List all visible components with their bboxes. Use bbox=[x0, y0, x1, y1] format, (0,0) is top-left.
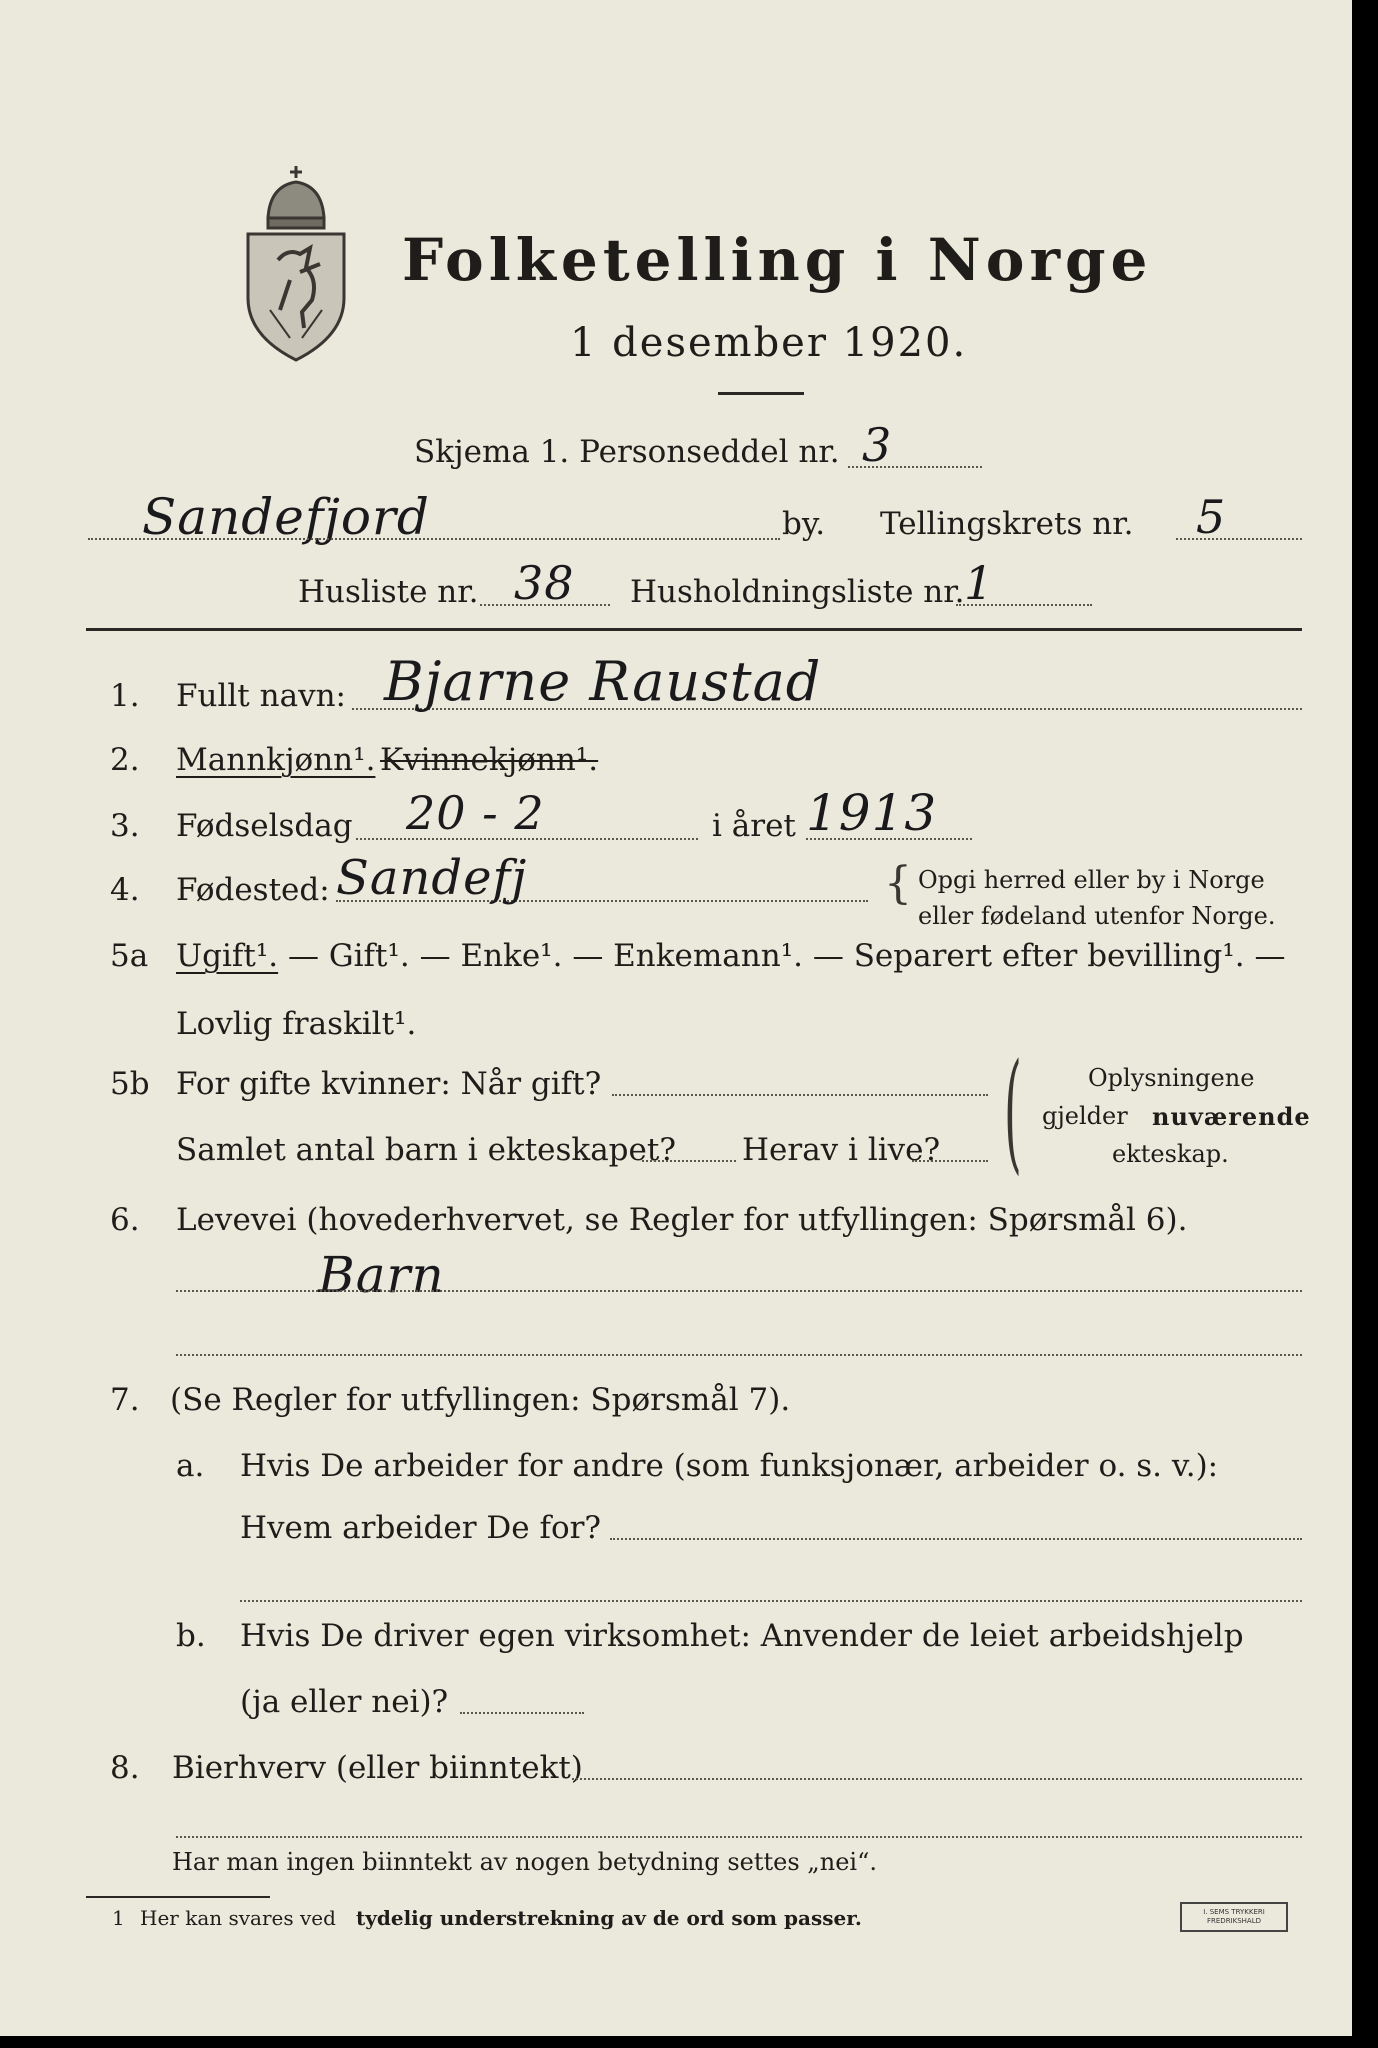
q3-label: Fødselsdag bbox=[176, 808, 353, 844]
birthplace-value: Sandefj bbox=[336, 850, 528, 906]
q2-female-option: Kvinnekjønn¹. bbox=[380, 742, 599, 778]
husholdning-number: 1 bbox=[964, 556, 995, 610]
q7-label: (Se Regler for utfyllingen: Spørsmål 7). bbox=[170, 1382, 791, 1418]
q1-number: 1. bbox=[110, 678, 140, 714]
husliste-label: Husliste nr. bbox=[298, 574, 479, 610]
occupation-value: Barn bbox=[318, 1246, 445, 1304]
q7b-letter: b. bbox=[176, 1618, 206, 1654]
q5b-line2a: Samlet antal barn i ekteskapet? bbox=[176, 1132, 676, 1168]
q2-male-option: Mannkjønn¹. bbox=[176, 742, 376, 778]
q5b-number: 5b bbox=[110, 1066, 150, 1102]
q4-number: 4. bbox=[110, 872, 140, 908]
by-label: by. bbox=[782, 506, 826, 542]
birth-year-value: 1913 bbox=[806, 784, 938, 842]
husliste-number: 38 bbox=[514, 556, 575, 610]
year-label: i året bbox=[712, 808, 796, 844]
stamp-line-1: I. SEMS TRYKKERI bbox=[1203, 1908, 1265, 1916]
footnote-number: 1 bbox=[112, 1906, 125, 1930]
husholdning-label: Husholdningsliste nr. bbox=[630, 574, 965, 610]
q3-number: 3. bbox=[110, 808, 140, 844]
q7a-line2: Hvem arbeider De for? bbox=[240, 1510, 602, 1546]
q5b-line1: For gifte kvinner: Når gift? bbox=[176, 1066, 602, 1102]
tellingskrets-number: 5 bbox=[1196, 490, 1227, 544]
q4-label: Fødested: bbox=[176, 872, 330, 908]
q4-note-2: eller fødeland utenfor Norge. bbox=[918, 902, 1276, 930]
q5b-note-2a: gjelder bbox=[1042, 1102, 1128, 1130]
q7-number: 7. bbox=[110, 1382, 140, 1418]
q5b-note-3: ekteskap. bbox=[1112, 1140, 1229, 1168]
brace-icon: { bbox=[884, 858, 912, 909]
tellingskrets-label: Tellingskrets nr. bbox=[880, 506, 1134, 542]
printer-stamp bbox=[1180, 1902, 1288, 1932]
footnote-rule bbox=[86, 1896, 270, 1898]
q4-note-1: Opgi herred eller by i Norge bbox=[918, 866, 1265, 894]
q7a-letter: a. bbox=[176, 1448, 205, 1484]
q7b-line1: Hvis De driver egen virksomhet: Anvender de leiet arbeidshjelp bbox=[240, 1618, 1244, 1654]
q1-label: Fullt navn: bbox=[176, 678, 346, 714]
q5a-ugift-option: Ugift¹. bbox=[176, 938, 279, 974]
form-title: Folketelling i Norge bbox=[402, 226, 1153, 294]
q7a-line1: Hvis De arbeider for andre (som funksjonær, arbeider o. s. v.): bbox=[240, 1448, 1219, 1484]
city-name: Sandefjord bbox=[142, 488, 430, 546]
q8-label: Bierhverv (eller biinntekt) bbox=[172, 1750, 583, 1786]
brace-icon: ( bbox=[1004, 1035, 1022, 1187]
footnote-text-b: tydelig understrekning av de ord som passer. bbox=[356, 1906, 862, 1930]
q8-number: 8. bbox=[110, 1750, 140, 1786]
q5b-note-1: Oplysningene bbox=[1088, 1064, 1255, 1092]
q5b-line2b: Herav i live? bbox=[742, 1132, 941, 1168]
q5a-number: 5a bbox=[110, 938, 149, 974]
stamp-line-2: FREDRIKSHALD bbox=[1206, 1917, 1261, 1925]
skjema-label: Skjema 1. Personseddel nr. bbox=[414, 434, 840, 470]
q2-number: 2. bbox=[110, 742, 140, 778]
census-date: 1 desember 1920. bbox=[570, 320, 968, 366]
footnote-text-a: Her kan svares ved bbox=[140, 1906, 336, 1930]
q6-label: Levevei (hovederhvervet, se Regler for utfyllingen: Spørsmål 6). bbox=[176, 1202, 1188, 1238]
coat-of-arms-icon bbox=[240, 160, 352, 365]
birthdate-value: 20 - 2 bbox=[406, 786, 545, 840]
title-divider bbox=[718, 392, 804, 395]
income-note: Har man ingen biinntekt av nogen betydning settes „nei“. bbox=[172, 1848, 877, 1876]
personseddel-number: 3 bbox=[862, 418, 893, 472]
q6-number: 6. bbox=[110, 1202, 140, 1238]
q5a-options: — Gift¹. — Enke¹. — Enkemann¹. — Separert efter bevilling¹. — bbox=[288, 938, 1286, 974]
header-rule bbox=[86, 628, 1302, 631]
q5b-note-2b: nuværende bbox=[1152, 1102, 1311, 1131]
q7b-line2: (ja eller nei)? bbox=[240, 1684, 449, 1720]
full-name-value: Bjarne Raustad bbox=[384, 650, 822, 713]
q5a-line2: Lovlig fraskilt¹. bbox=[176, 1006, 417, 1042]
